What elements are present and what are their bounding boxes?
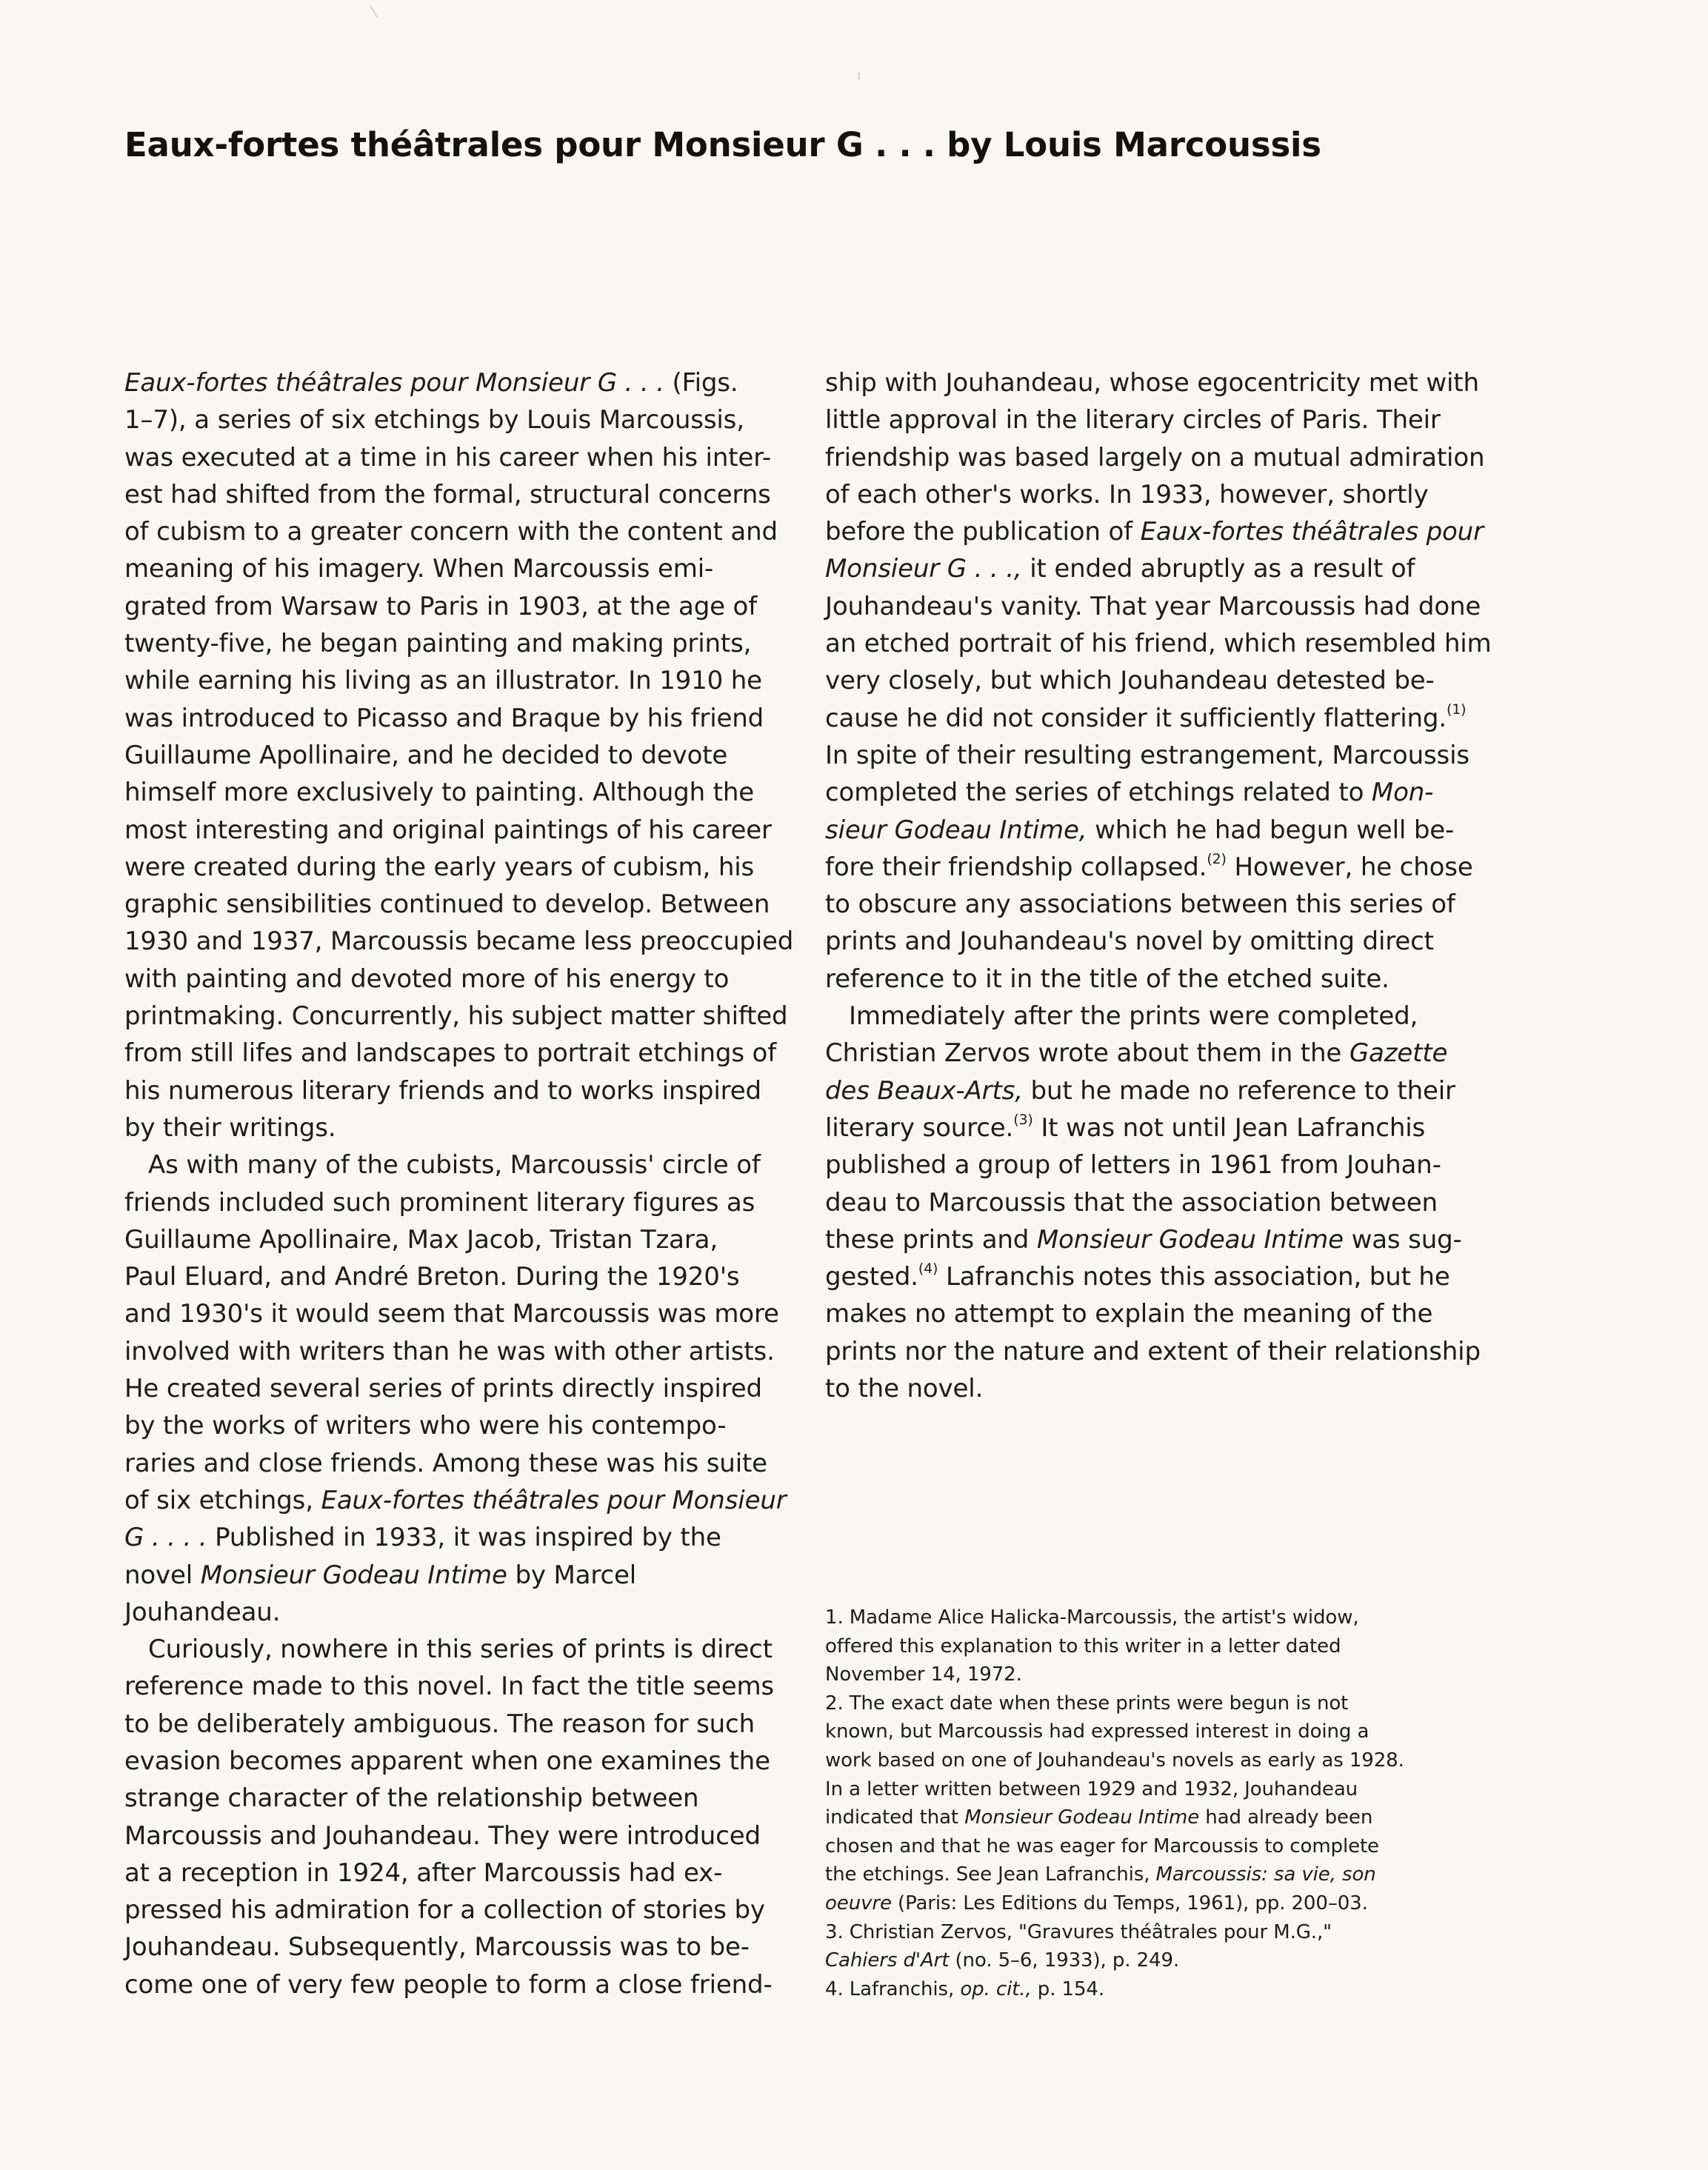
text-span: fore their friendship collapsed. <box>825 852 1207 882</box>
text-line <box>825 849 1492 886</box>
page-title: Eaux-fortes théâtrales pour Monsieur G . . . by Louis Marcoussis <box>124 125 1321 164</box>
text-line: Jouhandeau. Subsequently, Marcoussis was to be- <box>124 1932 750 1963</box>
italic-title: Eaux-fortes théâtrales pour <box>1140 517 1484 547</box>
text-line: of each other's works. In 1933, however, shortly <box>825 479 1429 510</box>
text-span: (no. 5–6, 1933), p. 249. <box>949 1949 1180 1972</box>
text-line <box>825 513 1492 550</box>
footnote-ref: (3) <box>1013 1111 1033 1128</box>
text-line: his numerous literary friends and to works inspired <box>124 1075 761 1106</box>
italic-book-title: oeuvre <box>825 1892 892 1914</box>
text-line: grated from Warsaw to Paris in 1903, at the age of <box>124 591 758 621</box>
scan-speck <box>370 1 384 18</box>
footnote-ref: (1) <box>1446 701 1467 718</box>
text-line: Guillaume Apollinaire, Max Jacob, Tristan Tzara, <box>124 1224 718 1255</box>
text-line <box>825 1035 1492 1072</box>
text-line: reference to it in the title of the etched suite. <box>825 964 1390 994</box>
italic-title: Eaux-fortes théâtrales pour Monsieur G . . . <box>124 368 664 398</box>
text-line: evasion becomes apparent when one examines the <box>124 1746 770 1776</box>
text-span: cause he did not consider it sufficiently flattering. <box>825 703 1447 733</box>
text-line: to be deliberately ambiguous. The reason for such <box>124 1709 755 1739</box>
italic-novel-title: Monsieur Godeau Intime <box>1036 1224 1344 1255</box>
text-line: twenty-five, he began painting and making prints, <box>124 629 752 659</box>
text-line: Immediately after the prints were completed, <box>849 1001 1418 1032</box>
italic-abbrev: op. cit., <box>960 1977 1032 2000</box>
italic-journal-title: des Beaux-Arts, <box>825 1075 1023 1106</box>
text-span: completed the series of etchings related to <box>825 778 1372 808</box>
text-line: Guillaume Apollinaire, and he decided to devote <box>124 740 728 770</box>
text-line: friends included such prominent literary figures as <box>124 1187 755 1218</box>
text-line: with painting and devoted more of his energy to <box>124 964 730 994</box>
text-line: by their writings. <box>124 1112 336 1143</box>
footnotes <box>825 1603 1492 2003</box>
text-line: 1930 and 1937, Marcoussis became less preoccupied <box>124 927 794 957</box>
text-span: Lafranchis notes this association, but he <box>938 1262 1450 1292</box>
text-line: little approval in the literary circles of Paris. Their <box>825 405 1441 435</box>
text-line: 1–7), a series of six etchings by Louis Marcoussis, <box>124 405 744 435</box>
italic-journal-title: Cahiers d'Art <box>825 1949 950 1972</box>
italic-novel-title: sieur Godeau Intime, <box>825 815 1087 845</box>
text-line: deau to Marcoussis that the association between <box>825 1187 1438 1218</box>
text-line: In spite of their resulting estrangement, Marcoussis <box>825 740 1470 770</box>
text-line: while earning his living as an illustrator. In 1910 he <box>124 666 762 696</box>
italic-title: Eaux-fortes théâtrales pour Monsieur <box>321 1485 787 1515</box>
footnote-line: 1. Madame Alice Halicka-Marcoussis, the artist's widow, <box>825 1606 1359 1629</box>
footnote-line <box>825 1889 1492 1918</box>
text-line: makes no attempt to explain the meaning of the <box>825 1299 1433 1329</box>
text-line: raries and close friends. Among these was his suite <box>124 1448 767 1478</box>
text-span: novel <box>124 1560 201 1590</box>
italic-journal-title: Gazette <box>1349 1038 1448 1069</box>
right-column <box>825 364 1492 1407</box>
text-span: it ended abruptly as a result of <box>1021 554 1415 584</box>
text-span: It was not until Jean Lafranchis <box>1033 1112 1426 1143</box>
text-line: Curiously, nowhere in this series of prints is direct <box>148 1635 773 1665</box>
text-span: gested. <box>825 1262 918 1292</box>
text-line: He created several series of prints directly inspired <box>124 1374 762 1404</box>
text-line: Marcoussis and Jouhandeau. They were introduced <box>124 1820 761 1851</box>
text-line: by the works of writers who were his contempo- <box>124 1411 727 1441</box>
text-span: Christian Zervos wrote about them in the <box>825 1038 1350 1069</box>
text-line: ship with Jouhandeau, whose egocentricity met with <box>825 368 1479 398</box>
footnote-line: offered this explanation to this writer in a letter dated <box>825 1635 1341 1657</box>
footnote-line: 3. Christian Zervos, "Gravures théâtrales pour M.G.," <box>825 1920 1332 1943</box>
scan-speck <box>858 73 860 80</box>
text-line: Jouhandeau's vanity. That year Marcoussis had done <box>825 591 1481 621</box>
text-line: at a reception in 1924, after Marcoussis had ex- <box>124 1857 723 1888</box>
text-line: was executed at a time in his career when his inter- <box>124 442 771 473</box>
footnote-line: chosen and that he was eager for Marcoussis to complete <box>825 1835 1379 1857</box>
text-span: before the publication of <box>825 517 1141 547</box>
italic-novel-title: Monsieur Godeau Intime <box>200 1560 507 1590</box>
footnote-line: known, but Marcoussis had expressed interest in doing a <box>825 1720 1370 1743</box>
text-line <box>825 700 1492 737</box>
text-span: 4. Lafranchis, <box>825 1977 961 2000</box>
text-line: prints nor the nature and extent of their relationship <box>825 1336 1481 1366</box>
footnote-line: work based on one of Jouhandeau's novels as early as 1928. <box>825 1749 1404 1772</box>
text-line: graphic sensibilities continued to develop. Between <box>124 889 770 920</box>
footnote-ref: (2) <box>1207 850 1227 867</box>
text-line: come one of very few people to form a close friend- <box>124 1969 773 2000</box>
text-span: literary source. <box>825 1112 1014 1143</box>
text-line: published a group of letters in 1961 from Jouhan- <box>825 1150 1441 1181</box>
text-line <box>124 1557 785 1594</box>
text-line <box>825 1258 1492 1295</box>
text-span: these prints and <box>825 1224 1037 1255</box>
text-line: of cubism to a greater concern with the content and <box>124 517 778 547</box>
text-span: by Marcel <box>507 1560 637 1590</box>
footnote-line <box>825 1803 1492 1832</box>
text-line <box>825 550 1492 587</box>
text-line: was introduced to Picasso and Braque by his friend <box>124 703 764 733</box>
italic-novel-title: Monsieur Godeau Intime <box>964 1806 1200 1829</box>
text-line <box>124 364 785 401</box>
text-line: and 1930's it would seem that Marcoussis was more <box>124 1299 779 1329</box>
text-line: meaning of his imagery. When Marcoussis emi- <box>124 554 714 584</box>
footnote-line: November 14, 1972. <box>825 1663 1022 1686</box>
text-line: most interesting and original paintings of his career <box>124 815 772 845</box>
italic-novel-title: Mon- <box>1371 778 1434 808</box>
text-line <box>825 812 1492 849</box>
text-line: an etched portrait of his friend, which resembled him <box>825 629 1492 659</box>
text-line <box>825 1072 1492 1109</box>
text-line: friendship was based largely on a mutual admiration <box>825 442 1485 473</box>
text-line <box>825 774 1492 811</box>
text-line: strange character of the relationship between <box>124 1783 699 1814</box>
footnote-line: In a letter written between 1929 and 1932, Jouhandeau <box>825 1777 1358 1800</box>
text-line: As with many of the cubists, Marcoussis' circle of <box>148 1150 761 1181</box>
text-line: himself more exclusively to painting. Although the <box>124 778 755 808</box>
italic-title: Monsieur G . . ., <box>825 554 1022 584</box>
text-span: However, he chose <box>1226 852 1473 882</box>
text-span: p. 154. <box>1031 1977 1105 2000</box>
italic-book-title: Marcoussis: sa vie, son <box>1155 1863 1376 1886</box>
text-span: the etchings. See Jean Lafranchis, <box>825 1863 1156 1886</box>
text-line: prints and Jouhandeau's novel by omitting direct <box>825 927 1434 957</box>
text-line: reference made to this novel. In fact the title seems <box>124 1672 774 1702</box>
text-span: Published in 1933, it was inspired by the <box>207 1523 721 1553</box>
text-line: were created during the early years of cubism, his <box>124 852 755 882</box>
footnote-line <box>825 1946 1492 1975</box>
text-line: printmaking. Concurrently, his subject matter shifted <box>124 1001 788 1032</box>
text-span: but he made no reference to their <box>1022 1075 1455 1106</box>
footnote-line: 2. The exact date when these prints were begun is not <box>825 1692 1349 1715</box>
text-line <box>825 1109 1492 1146</box>
text-line: Paul Eluard, and André Breton. During the 1920's <box>124 1262 740 1292</box>
text-span: was sug- <box>1343 1224 1462 1255</box>
text-line: est had shifted from the formal, structural concerns <box>124 479 771 510</box>
text-line: Jouhandeau. <box>124 1597 281 1627</box>
text-line: to the novel. <box>825 1374 984 1404</box>
footnote-ref: (4) <box>918 1260 938 1277</box>
text-line: from still lifes and landscapes to portrait etchings of <box>124 1038 777 1069</box>
text-line: involved with writers than he was with other artists. <box>124 1336 775 1366</box>
text-line <box>124 1482 785 1519</box>
text-span: indicated that <box>825 1806 965 1829</box>
text-line: to obscure any associations between this series of <box>825 889 1455 920</box>
text-line: very closely, but which Jouhandeau detested be- <box>825 666 1435 696</box>
text-span: (Paris: Les Editions du Temps, 1961), pp. 200–03. <box>891 1892 1368 1914</box>
text-line <box>124 1519 785 1556</box>
text-span: had already been <box>1199 1806 1373 1829</box>
italic-text: G . . . . <box>124 1523 207 1553</box>
text-span: which he had begun well be- <box>1087 815 1455 845</box>
text-span: (Figs. <box>664 368 738 398</box>
text-span: of six etchings, <box>124 1485 321 1515</box>
footnote-line <box>825 1975 1492 2004</box>
text-line <box>825 1221 1492 1258</box>
text-line: pressed his admiration for a collection of stories by <box>124 1895 765 1926</box>
left-column <box>124 364 794 2003</box>
footnote-line <box>825 1860 1492 1889</box>
